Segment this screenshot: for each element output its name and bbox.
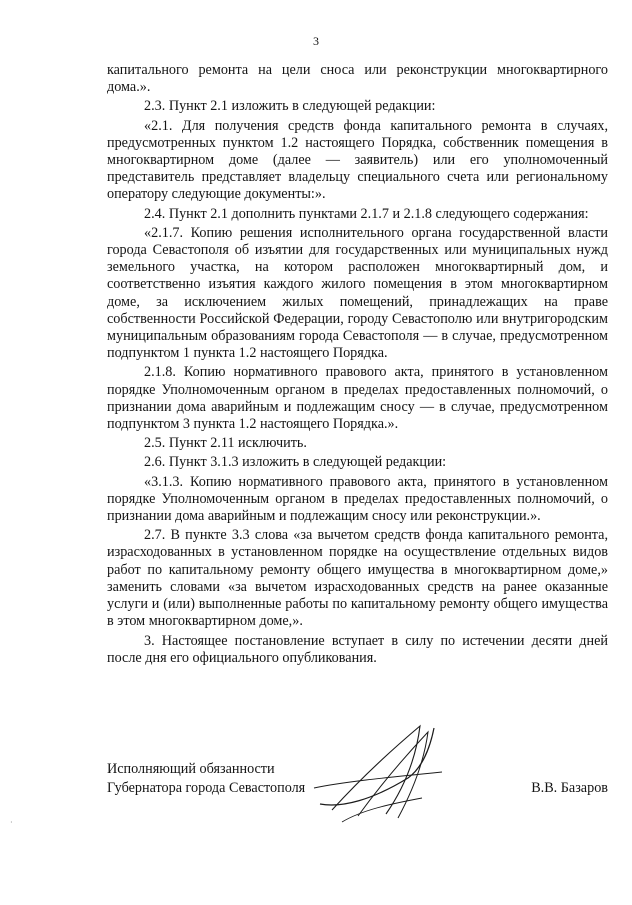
paragraph-2-6: 2.6. Пункт 3.1.3 изложить в следующей редакции: [144, 454, 447, 471]
document-body [107, 62, 608, 669]
paragraph-2-1-7: «2.1.7. Копию решения исполнительного органа государственной власти города Севастополя об изъятии для государственных или муниципальных нужд земельного участка, на котором расположен многоквартирный дом, и соответственно изъятия каждого жилого помещения в этом многоквартирном доме, за исключением жилых помещений, принадлежащих на праве собственности Российской Федерации, городу Севастополю или внутригородским муниципальным образованиям города Севастополя — в случае, предусмотренном подпунктом 1 пункта 1.2 настоящего Порядка. [107, 224, 608, 362]
paragraph-2-3: 2.3. Пункт 2.1 изложить в следующей редакции: [144, 98, 436, 115]
signature-block [107, 760, 608, 798]
paragraph-2-7: 2.7. В пункте 3.3 слова «за вычетом средств фонда капитального ремонта, израсходованных в установленном порядке на осуществление отдельных видов работ по капитальному ремонту общего имущества в многоквартирном доме,» заменить словами «за вычетом израсходованных средств на ранее оказанные услуги и (или) выполненные работы по капитальному ремонту общего имущества в этом многоквартирном доме,». [107, 527, 608, 630]
paragraph-2-1-8: 2.1.8. Копию нормативного правового акта, принятого в установленном порядке Уполномоченным органом в пределах предоставленных полномочий, о признании дома аварийным и подлежащим сносу — в случае, предусмотренном подпунктом 3 пункта 1.2 настоящего Порядка.». [107, 364, 608, 433]
paragraph-2-4: 2.4. Пункт 2.1 дополнить пунктами 2.1.7 и 2.1.8 следующего содержания: [144, 205, 589, 222]
signatory-title-line1: Исполняющий обязанности [107, 761, 275, 777]
paragraph-continuation: капитального ремонта на цели сноса или реконструкции многоквартирного дома.». [107, 62, 608, 96]
paragraph-2-5: 2.5. Пункт 2.11 исключить. [144, 435, 307, 452]
margin-mark: · [10, 818, 13, 827]
signatory-name: В.В. Базаров [531, 780, 608, 796]
page-number: 3 [313, 34, 319, 48]
paragraph-3: 3. Настоящее постановление вступает в силу по истечении десяти дней после дня его официального опубликования. [107, 632, 608, 666]
paragraph-3-1-3: «3.1.3. Копию нормативного правового акта, принятого в установленном порядке Уполномоченным органом в пределах предоставленных полномочий, о признании дома аварийным и подлежащим сносу или реконструкции.». [107, 473, 608, 525]
signatory-title-line2: Губернатора города Севастополя [107, 780, 306, 796]
paragraph-2-1-quote: «2.1. Для получения средств фонда капитального ремонта в случаях, предусмотренных пунктом 1.2 настоящего Порядка, собственник помещения в многоквартирном доме (далее — заявитель) или его уполномоченный представитель представляет владельцу специального счета или региональному оператору следующие документы:». [107, 117, 608, 203]
